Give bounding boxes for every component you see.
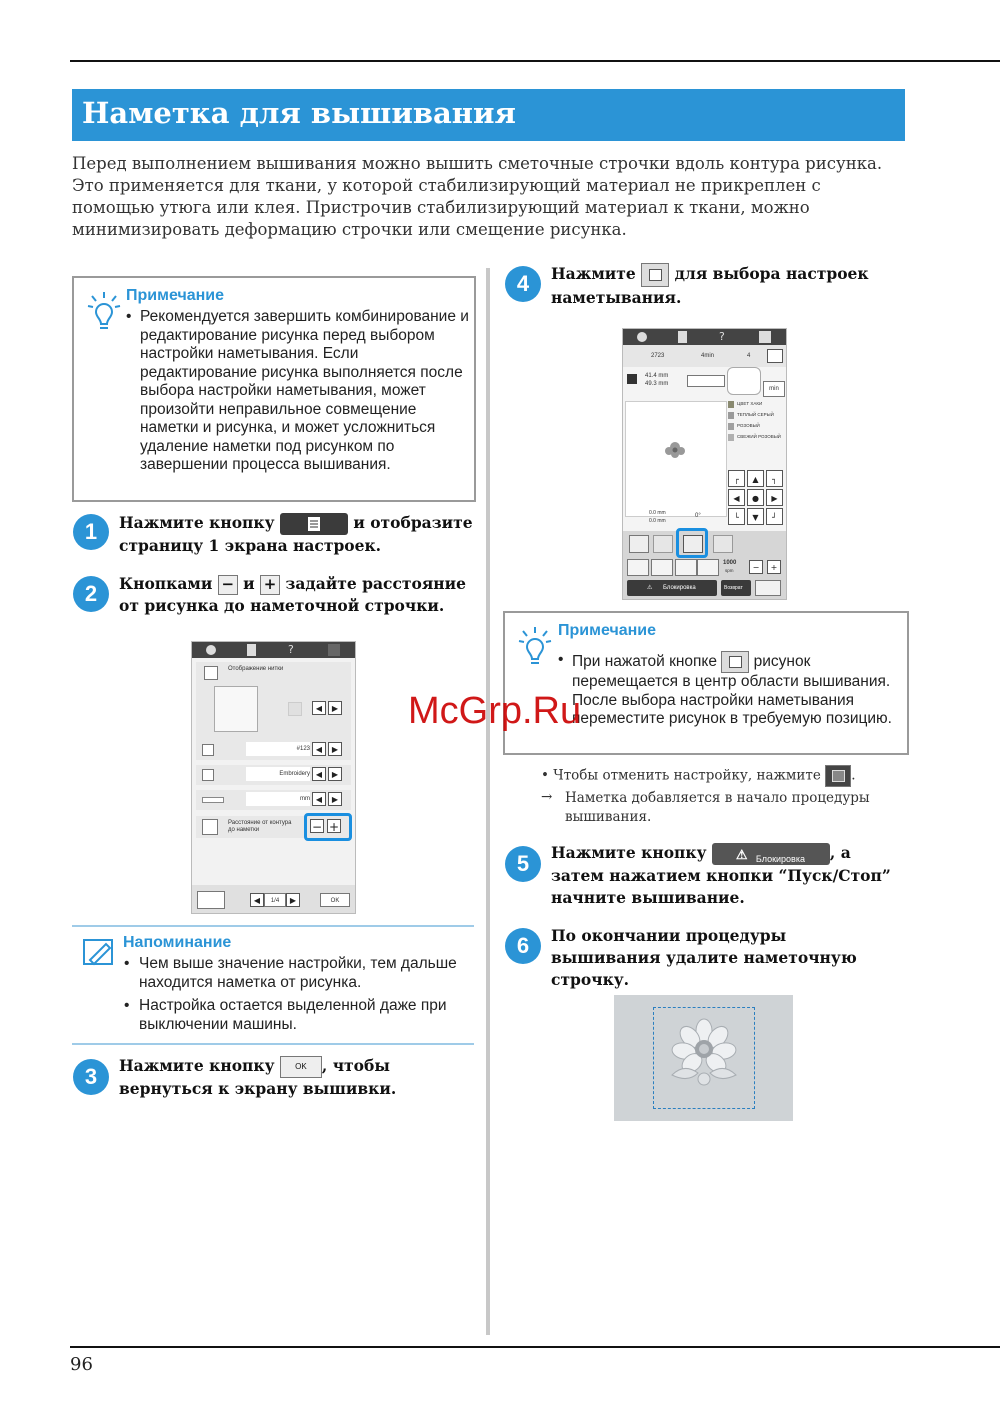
pattern-flower-icon — [661, 437, 689, 465]
page-next-button[interactable]: ▶ — [286, 893, 300, 907]
color-list — [727, 399, 784, 443]
frame-button[interactable] — [767, 349, 783, 363]
lock-warning-icon: ⚠ — [647, 585, 653, 591]
unit-value: mm — [246, 792, 310, 806]
home-tab-icon[interactable] — [759, 331, 771, 343]
step-number: 2 — [73, 576, 109, 612]
note-text: Рекомендуется завершить комбинирование и редактирование рисунка перед выбором настройки наметывания. Если редактирование рисунка выполняется после выбора настройки наметывания, может произойти неправильное совмещение наметки и рисунка, и может усложниться удаление наметки под рисунком по завершении процесса вышивания. — [140, 308, 469, 473]
note-box — [503, 611, 909, 755]
basting-distance-label: Расстояние от контура до наметки — [228, 820, 292, 833]
memo-item: Чем выше значение настройки, тем дальше находится наметка от рисунка. — [139, 955, 457, 991]
rotate-button[interactable] — [629, 535, 649, 553]
size-height: 49.3 mm — [645, 381, 669, 387]
color-count: 4 — [747, 353, 751, 359]
ruler-icon — [202, 797, 224, 803]
cut-button[interactable] — [627, 559, 649, 576]
bullet: • — [124, 955, 130, 972]
next-arrow-button[interactable]: ▶ — [328, 701, 342, 715]
settings-tab-icon[interactable] — [247, 644, 256, 656]
lightbulb-icon — [517, 625, 553, 667]
embroidery-screen — [622, 328, 787, 600]
screen-tab-bar — [192, 642, 355, 658]
basting-icon — [832, 770, 845, 782]
memo-item: Настройка остается выделенной даже при выключении машины. — [139, 997, 447, 1033]
screen-tab-bar — [623, 329, 786, 345]
speed-unit: spm — [725, 568, 734, 573]
help-tab-icon[interactable]: ? — [719, 330, 725, 343]
top-rule — [70, 60, 1000, 62]
frame-move-button[interactable] — [697, 559, 719, 576]
prev-arrow-button[interactable]: ◀ — [312, 742, 326, 756]
speed-minus-button[interactable]: − — [749, 560, 763, 574]
step-5-after: , а затем нажатием кнопки “Пуск/Стоп” начните вышивание. — [551, 843, 891, 907]
column-divider — [486, 268, 490, 1335]
note-box — [72, 276, 476, 502]
ok-button[interactable]: OK — [320, 893, 350, 907]
pattern-thumb — [727, 367, 761, 395]
bottom-rule — [70, 1346, 1000, 1348]
color-item[interactable] — [727, 432, 784, 443]
page-prev-button[interactable]: ◀ — [250, 893, 264, 907]
step-number: 1 — [73, 514, 109, 550]
prev-arrow-button[interactable]: ◀ — [312, 792, 326, 806]
step-4-text — [551, 263, 891, 309]
angle-value: 0° — [695, 513, 701, 519]
note-2-after: рисунок перемещается в центр области вышивания. После выбора настройки наметывания переместите рисунок в требуемую позицию. — [572, 653, 892, 727]
lock-label: Блокировка — [663, 585, 696, 591]
thread-icon — [204, 666, 218, 680]
step-2-before: Кнопками — [119, 574, 213, 593]
color-name: ЦВЕТ ХАКИ — [737, 401, 763, 406]
move-arrow-pad — [727, 469, 784, 525]
section-title: Наметка для вышивания — [82, 96, 516, 130]
basting-icon — [729, 656, 742, 668]
basting-plus-button[interactable]: + — [328, 820, 340, 834]
min-button[interactable]: min — [763, 381, 785, 397]
note-heading: Примечание — [558, 622, 657, 639]
move-up-button[interactable]: ▲ — [747, 470, 764, 487]
lock-label: Блокировка — [755, 854, 805, 864]
color-item[interactable] — [727, 399, 784, 410]
step-4-after: для выбора настроек наметывания. — [551, 264, 869, 307]
menu-tab-icon[interactable] — [637, 332, 647, 342]
step-2-mid: и — [243, 574, 255, 593]
move-right-button[interactable]: ▶ — [766, 489, 783, 506]
basting-icon — [202, 819, 218, 835]
memo-pencil-icon — [82, 936, 116, 968]
thread-code-value: #123 — [246, 742, 310, 756]
step-1-text — [119, 512, 474, 557]
step-number: 4 — [505, 266, 541, 302]
trace-button[interactable] — [675, 559, 697, 576]
speed-plus-button[interactable]: + — [767, 560, 781, 574]
color-item[interactable] — [727, 421, 784, 432]
color-name: СВЕЖИЙ РОЗОВЫЙ — [737, 434, 781, 439]
brand-icon — [202, 769, 214, 781]
step-3-text — [119, 1055, 474, 1100]
move-down-left-button[interactable]: └ — [728, 508, 745, 525]
memo-bottom-rule — [72, 1043, 474, 1045]
result-note: Наметка добавляется в начало процедуры вышивания. — [565, 790, 870, 825]
offset-x: 0.0 mm — [649, 510, 666, 516]
flower-pattern-icon — [666, 1017, 742, 1095]
move-up-left-button[interactable]: ┌ — [728, 470, 745, 487]
tension-button[interactable] — [651, 559, 673, 576]
color-item[interactable] — [727, 410, 784, 421]
step-number: 6 — [505, 928, 541, 964]
intro-paragraph: Перед выполнением вышивания можно вышить сметочные строчки вдоль контура рисунка. Это применяется для ткани, у которой стабилизирующий материал не прикреплен с помощью утюга или клея. Пристрочив стабилизирующий материал к ткани, можно минимизировать деформацию строчки или смещение рисунка. — [72, 154, 883, 239]
basting-button[interactable] — [683, 535, 703, 553]
thread-toggle[interactable] — [288, 702, 302, 716]
next-arrow-button[interactable]: ▶ — [328, 767, 342, 781]
stitch-count: 2723 — [651, 353, 665, 359]
step-4-before: Нажмите — [551, 264, 636, 283]
thread-brand-value: Embroidery — [246, 767, 310, 781]
settings-button[interactable] — [280, 513, 348, 535]
minus-button[interactable]: − — [218, 575, 238, 595]
next-arrow-button[interactable]: ▶ — [328, 742, 342, 756]
step-number: 5 — [505, 846, 541, 882]
memo-top-rule — [72, 925, 474, 927]
arrow-icon: → — [541, 789, 553, 805]
frame-preview — [687, 375, 725, 387]
note-2-before: При нажатой кнопке — [572, 653, 717, 671]
bullet: • — [541, 767, 554, 784]
prev-arrow-button[interactable]: ◀ — [312, 701, 326, 715]
move-down-right-button[interactable]: ┘ — [766, 508, 783, 525]
next-arrow-button[interactable]: ▶ — [328, 792, 342, 806]
center-button[interactable]: ● — [747, 489, 764, 506]
section-title-bar — [72, 89, 905, 141]
step-1-after: и отобразите страницу 1 экрана настроек. — [119, 513, 473, 555]
lightbulb-icon — [86, 290, 122, 332]
basting-icon — [649, 269, 662, 281]
warning-icon: ⚠ — [735, 848, 748, 863]
machine-icon-button[interactable] — [197, 891, 225, 909]
color-swatch — [728, 434, 734, 441]
color-name: РОЗОВЫЙ — [737, 423, 760, 428]
step-2-after: задайте расстояние от рисунка до наметочной строчки. — [119, 574, 466, 615]
cancel-note: • Чтобы отменить настройку, нажмите . — [541, 765, 901, 787]
home-tab-icon[interactable] — [328, 644, 340, 656]
basting-minus-button[interactable]: − — [311, 820, 323, 834]
color-swatch — [728, 401, 734, 408]
tool-button[interactable] — [713, 535, 733, 553]
basting-button[interactable] — [721, 651, 749, 673]
step-5-text — [551, 842, 896, 909]
plus-button[interactable]: + — [260, 575, 280, 595]
basting-button-pressed[interactable] — [825, 765, 851, 787]
size-icon — [627, 374, 637, 384]
move-down-button[interactable]: ▼ — [747, 508, 764, 525]
color-name: ТЕПЛЫЙ СЕРЫЙ — [737, 412, 774, 417]
settings-screen — [191, 641, 356, 914]
settings-page-icon — [307, 516, 321, 532]
step-6-text: По окончании процедуры вышивания удалите наметочную строчку. — [551, 926, 857, 989]
cancel-note-text: Чтобы отменить настройку, нажмите — [553, 767, 821, 784]
return-label: Возврат — [724, 585, 743, 591]
step-number: 3 — [73, 1059, 109, 1095]
color-swatch — [728, 423, 734, 430]
back-button[interactable] — [755, 580, 781, 596]
code-icon — [202, 744, 214, 756]
ok-button[interactable]: OK — [280, 1056, 322, 1078]
page-indicator: 1/4 — [264, 893, 286, 907]
settings-tab-icon[interactable] — [678, 331, 687, 343]
step-2-text — [119, 573, 474, 617]
note-text — [572, 651, 897, 729]
lock-button[interactable] — [712, 843, 830, 865]
note-heading: Примечание — [126, 287, 225, 304]
bullet: • — [558, 651, 564, 668]
embroidery-result-image — [614, 995, 793, 1121]
move-up-right-button[interactable]: ┐ — [766, 470, 783, 487]
tool-button[interactable] — [653, 535, 673, 553]
bullet: • — [124, 997, 130, 1014]
lock-button[interactable] — [627, 580, 717, 596]
time-remaining: 4min — [701, 353, 715, 359]
prev-arrow-button[interactable]: ◀ — [312, 767, 326, 781]
basting-button[interactable] — [641, 263, 669, 287]
memo-heading: Напоминание — [123, 934, 232, 951]
size-width: 41.4 mm — [645, 373, 669, 379]
page-number: 96 — [70, 1354, 93, 1375]
step-3-after: , чтобы вернуться к экрану вышивки. — [119, 1056, 397, 1098]
offset-y: 0.0 mm — [649, 518, 666, 524]
color-swatch — [728, 412, 734, 419]
step-5-before: Нажмите кнопку — [551, 843, 707, 862]
step-1-before: Нажмите кнопку — [119, 513, 275, 532]
speed-value: 1000 — [723, 560, 737, 566]
return-button[interactable] — [721, 580, 751, 596]
thread-display-label: Отображение нитки — [228, 666, 284, 672]
help-tab-icon[interactable]: ? — [288, 643, 294, 656]
bullet: • — [126, 308, 132, 325]
menu-tab-icon[interactable] — [206, 645, 216, 655]
watermark: McGrp.Ru — [408, 690, 582, 732]
step-3-before: Нажмите кнопку — [119, 1056, 275, 1075]
move-left-button[interactable]: ◀ — [728, 489, 745, 506]
thread-preview — [214, 686, 258, 732]
